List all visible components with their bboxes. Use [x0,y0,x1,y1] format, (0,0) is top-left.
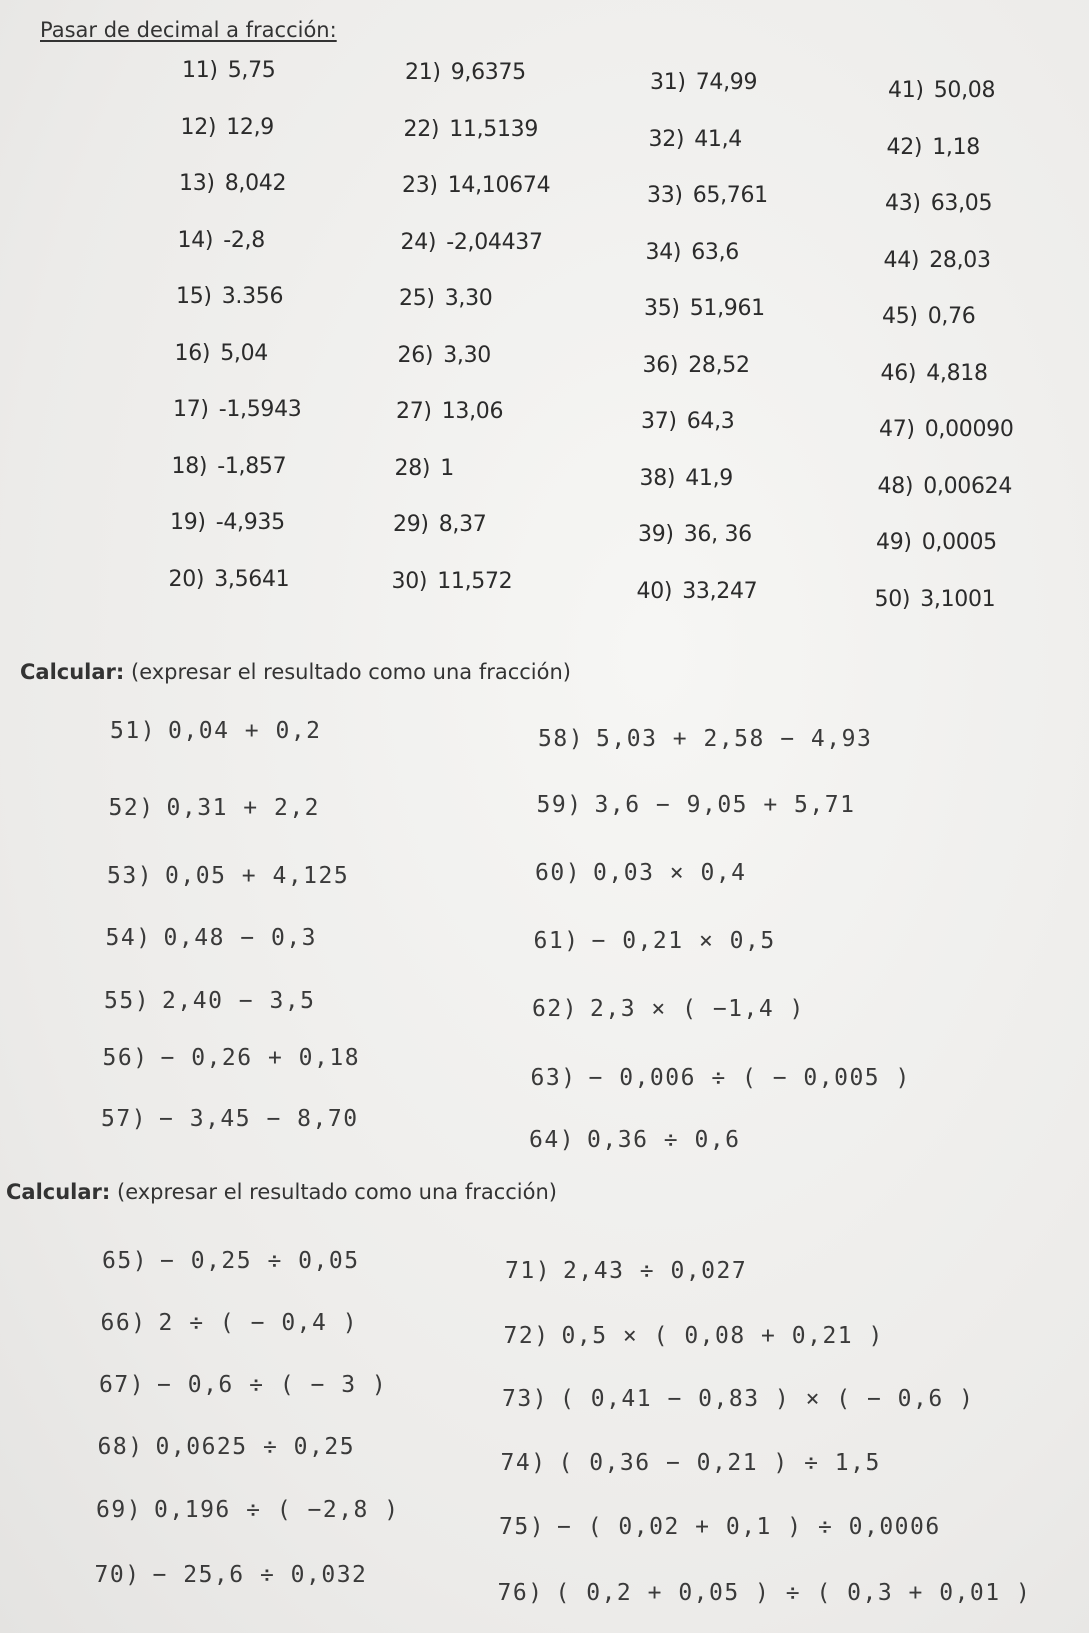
exercise-item [95,1562,368,1588]
exercise-item [99,1372,387,1398]
exercise-expression: 0,0005 [921,530,997,555]
exercise-item [399,286,492,311]
exercise-number: 25) [399,286,435,311]
exercise-expression: 2,43 ÷ 0,027 [563,1258,748,1284]
exercise-item [499,1514,941,1540]
exercise-expression: 13,06 [441,399,504,424]
exercise-item [106,925,318,951]
exercise-expression: − 0,21 × 0,5 [591,928,776,954]
exercise-item [392,569,513,594]
exercise-number: 34) [645,239,682,265]
calcular-label: Calcular: [6,1180,111,1204]
exercise-item [393,512,486,537]
exercise-number: 28) [394,455,431,481]
exercise-expression: − 0,006 ÷ ( − 0,005 ) [588,1065,911,1091]
exercise-expression: 64,3 [686,409,735,434]
exercise-item [649,127,742,152]
exercise-item [498,1580,1032,1606]
exercise-number: 63) [530,1065,577,1091]
exercise-expression: 2,40 − 3,5 [162,988,316,1014]
exercise-expression: 0,04 + 0,2 [168,718,322,744]
exercise-item [101,1310,359,1336]
exercise-expression: 3,30 [444,286,493,311]
exercise-expression: 14,10674 [447,173,551,198]
exercise-number: 22) [403,116,440,142]
exercise-expression: 0,0625 ÷ 0,25 [155,1434,356,1460]
exercise-number: 72) [503,1323,550,1349]
exercise-expression: 5,75 [227,58,276,83]
section-title-decimal-to-fraction: Pasar de decimal a fracción: [40,18,337,42]
exercise-item [882,304,975,329]
exercise-item [879,417,1014,442]
exercise-item [878,474,1013,499]
exercise-expression: − ( 0,02 + 0,1 ) ÷ 0,0006 [557,1514,941,1540]
exercise-item [505,1258,747,1284]
exercise-item [647,183,768,208]
exercise-item [501,1450,881,1476]
exercise-number: 75) [499,1514,546,1540]
exercise-number: 14) [177,227,214,253]
exercise-item [875,587,996,612]
exercise-number: 48) [877,473,914,499]
exercise-number: 73) [502,1386,549,1412]
exercise-expression: 4,818 [926,360,988,386]
exercise-number: 30) [391,568,428,594]
exercise-number: 15) [176,284,212,309]
exercise-expression: -1,5943 [218,397,302,422]
exercise-expression: − 0,25 ÷ 0,05 [160,1248,360,1274]
exercise-expression: 0,36 ÷ 0,6 [587,1127,741,1153]
exercise-number: 71) [505,1258,552,1284]
exercise-number: 11) [182,58,218,83]
exercise-item [532,996,805,1022]
exercise-number: 33) [647,183,683,208]
exercise-item [405,60,526,85]
instruction-text: (expresar el resultado como una fracción) [131,660,571,684]
exercise-expression: 74,99 [695,70,758,95]
exercise-expression: 1,18 [932,134,980,160]
exercise-number: 24) [400,229,437,255]
exercise-number: 47) [879,417,915,442]
exercise-expression: 28,03 [929,247,991,273]
exercise-number: 60) [535,860,582,886]
exercise-item [643,353,750,378]
exercise-expression: − 0,26 + 0,18 [160,1045,361,1071]
exercise-number: 54) [105,925,152,951]
exercise-item [395,456,454,481]
exercise-item [173,397,302,422]
exercise-number: 27) [396,399,432,424]
exercise-number: 61) [533,928,580,954]
exercise-item [646,240,739,265]
exercise-number: 23) [402,173,438,198]
exercise-expression: 8,042 [224,171,287,196]
exercise-number: 66) [100,1310,147,1336]
exercise-number: 46) [880,360,917,386]
exercise-number: 62) [532,996,579,1022]
exercise-expression: − 3,45 − 8,70 [159,1106,359,1132]
exercise-number: 31) [650,70,686,95]
exercise-item [107,863,349,889]
exercise-expression: 51,961 [689,296,765,321]
exercise-item [888,78,995,103]
exercise-item [102,1248,360,1274]
exercise-number: 50) [874,586,911,612]
exercise-expression: 0,31 + 2,2 [166,795,321,821]
exercise-item [531,1065,911,1091]
exercise-number: 56) [102,1045,149,1071]
exercise-expression: 0,76 [927,304,976,329]
exercise-item [887,135,980,160]
exercise-number: 32) [648,126,685,152]
exercise-expression: -2,04437 [446,229,543,255]
exercise-expression: 3,30 [443,342,491,368]
exercise-number: 40) [636,578,673,604]
exercise-number: 68) [97,1434,144,1460]
exercise-expression: − 25,6 ÷ 0,032 [152,1562,368,1588]
exercise-number: 19) [170,510,206,535]
exercise-number: 70) [94,1562,141,1588]
exercise-item [172,454,287,479]
exercise-number: 39) [638,522,674,547]
exercise-number: 45) [882,304,918,329]
exercise-item [644,296,765,321]
exercise-item [176,284,283,309]
exercise-number: 53) [107,863,154,889]
exercise-expression: − 0,6 ÷ ( − 3 ) [157,1372,388,1398]
exercise-item [650,70,757,95]
exercise-expression: 5,03 + 2,58 − 4,93 [596,726,873,752]
exercise-item [502,1386,974,1412]
exercise-number: 64) [529,1127,576,1153]
exercise-number: 13) [179,171,215,196]
exercise-item [538,726,872,752]
exercise-expression: 33,247 [682,578,758,604]
exercise-expression: 0,03 × 0,4 [593,860,747,886]
exercise-number: 52) [108,795,155,821]
exercise-item [640,466,733,491]
exercise-item [109,795,321,821]
exercise-number: 58) [538,726,585,752]
exercise-number: 42) [886,134,923,160]
exercise-expression: 0,48 − 0,3 [163,925,318,951]
exercise-item [175,341,268,366]
exercise-expression: 5,04 [220,340,268,366]
exercise-expression: ( 0,36 − 0,21 ) ÷ 1,5 [558,1450,881,1476]
exercise-number: 59) [536,792,583,818]
exercise-number: 26) [397,342,434,368]
exercise-expression: 9,6375 [450,60,526,85]
exercise-expression: 0,196 ÷ ( −2,8 ) [154,1497,400,1523]
exercise-item [638,522,752,547]
exercise-number: 17) [173,397,209,422]
exercise-item [170,510,285,535]
exercise-item [179,171,286,196]
exercise-item [104,988,316,1014]
exercise-number: 38) [639,465,676,491]
exercise-expression: 28,52 [688,352,750,378]
exercise-number: 76) [497,1580,544,1606]
exercise-item [98,1434,356,1460]
exercise-expression: -1,857 [217,453,287,479]
exercise-number: 21) [405,60,441,85]
exercise-expression: 0,00090 [924,417,1014,442]
exercise-number: 20) [168,566,205,592]
exercise-number: 67) [99,1372,146,1398]
exercise-expression: ( 0,41 − 0,83 ) × ( − 0,6 ) [560,1386,975,1412]
exercise-expression: 0,05 + 4,125 [165,863,350,889]
exercise-number: 41) [888,78,924,103]
exercise-number: 43) [885,191,921,216]
exercise-expression: 0,5 × ( 0,08 + 0,21 ) [561,1323,884,1349]
exercise-item [398,343,491,368]
exercise-number: 51) [110,718,157,744]
exercise-item [885,191,992,216]
exercise-number: 35) [644,296,680,321]
exercise-number: 29) [393,512,429,537]
exercise-expression: 2 ÷ ( − 0,4 ) [158,1310,359,1336]
exercise-number: 57) [101,1106,148,1132]
exercise-expression: 1 [440,455,454,481]
exercise-item [881,361,988,386]
exercise-item [876,530,997,555]
section-title-calcular-2 [6,1180,557,1204]
exercise-item [537,792,856,818]
exercise-number: 74) [500,1450,547,1476]
exercise-item [182,58,275,83]
exercise-item [181,115,274,140]
exercise-item [110,718,322,744]
exercise-number: 18) [171,453,208,479]
exercise-item [169,567,290,592]
exercise-expression: 3,5641 [214,566,290,592]
exercise-number: 44) [883,247,920,273]
calcular-label: Calcular: [20,660,125,684]
exercise-item [884,248,991,273]
exercise-expression: 36, 36 [683,522,752,547]
exercise-number: 65) [102,1248,149,1274]
exercise-number: 37) [641,409,677,434]
exercise-expression: 63,6 [691,239,739,265]
exercise-number: 49) [876,530,912,555]
exercise-expression: 12,9 [226,114,274,140]
exercise-expression: 41,9 [685,465,733,491]
exercise-item [96,1497,400,1523]
exercise-expression: 50,08 [933,78,996,103]
exercise-expression: 0,00624 [923,473,1013,499]
exercise-expression: 3,6 − 9,05 + 5,71 [594,792,856,818]
exercise-item [404,117,539,142]
exercise-item [103,1045,361,1071]
exercise-expression: 3,1001 [920,586,996,612]
exercise-expression: 2,3 × ( −1,4 ) [590,996,805,1022]
exercise-expression: 8,37 [438,512,487,537]
exercise-expression: ( 0,2 + 0,05 ) ÷ ( 0,3 + 0,01 ) [555,1580,1032,1606]
exercise-item [535,860,747,886]
exercise-item [402,173,550,198]
exercise-item [401,230,543,255]
exercise-item [101,1106,359,1132]
exercise-expression: -2,8 [223,227,265,253]
exercise-item [637,579,758,604]
exercise-item [641,409,734,434]
exercise-expression: 41,4 [694,126,742,152]
exercise-expression: 11,5139 [449,116,539,142]
exercise-item [396,399,503,424]
instruction-text: (expresar el resultado como una fracción) [117,1180,557,1204]
exercise-item [178,228,265,253]
exercise-number: 55) [104,988,151,1014]
exercise-number: 16) [174,340,211,366]
exercise-number: 69) [96,1497,143,1523]
exercise-expression: -4,935 [215,510,285,535]
exercise-number: 12) [180,114,217,140]
exercise-expression: 3.356 [221,284,284,309]
section-title-calcular-1 [20,660,571,684]
exercise-expression: 11,572 [437,568,513,594]
exercise-expression: 65,761 [692,183,768,208]
exercise-item [534,928,776,954]
exercise-item [529,1127,741,1153]
exercise-number: 36) [642,352,679,378]
exercise-item [504,1323,884,1349]
exercise-expression: 63,05 [930,191,993,216]
